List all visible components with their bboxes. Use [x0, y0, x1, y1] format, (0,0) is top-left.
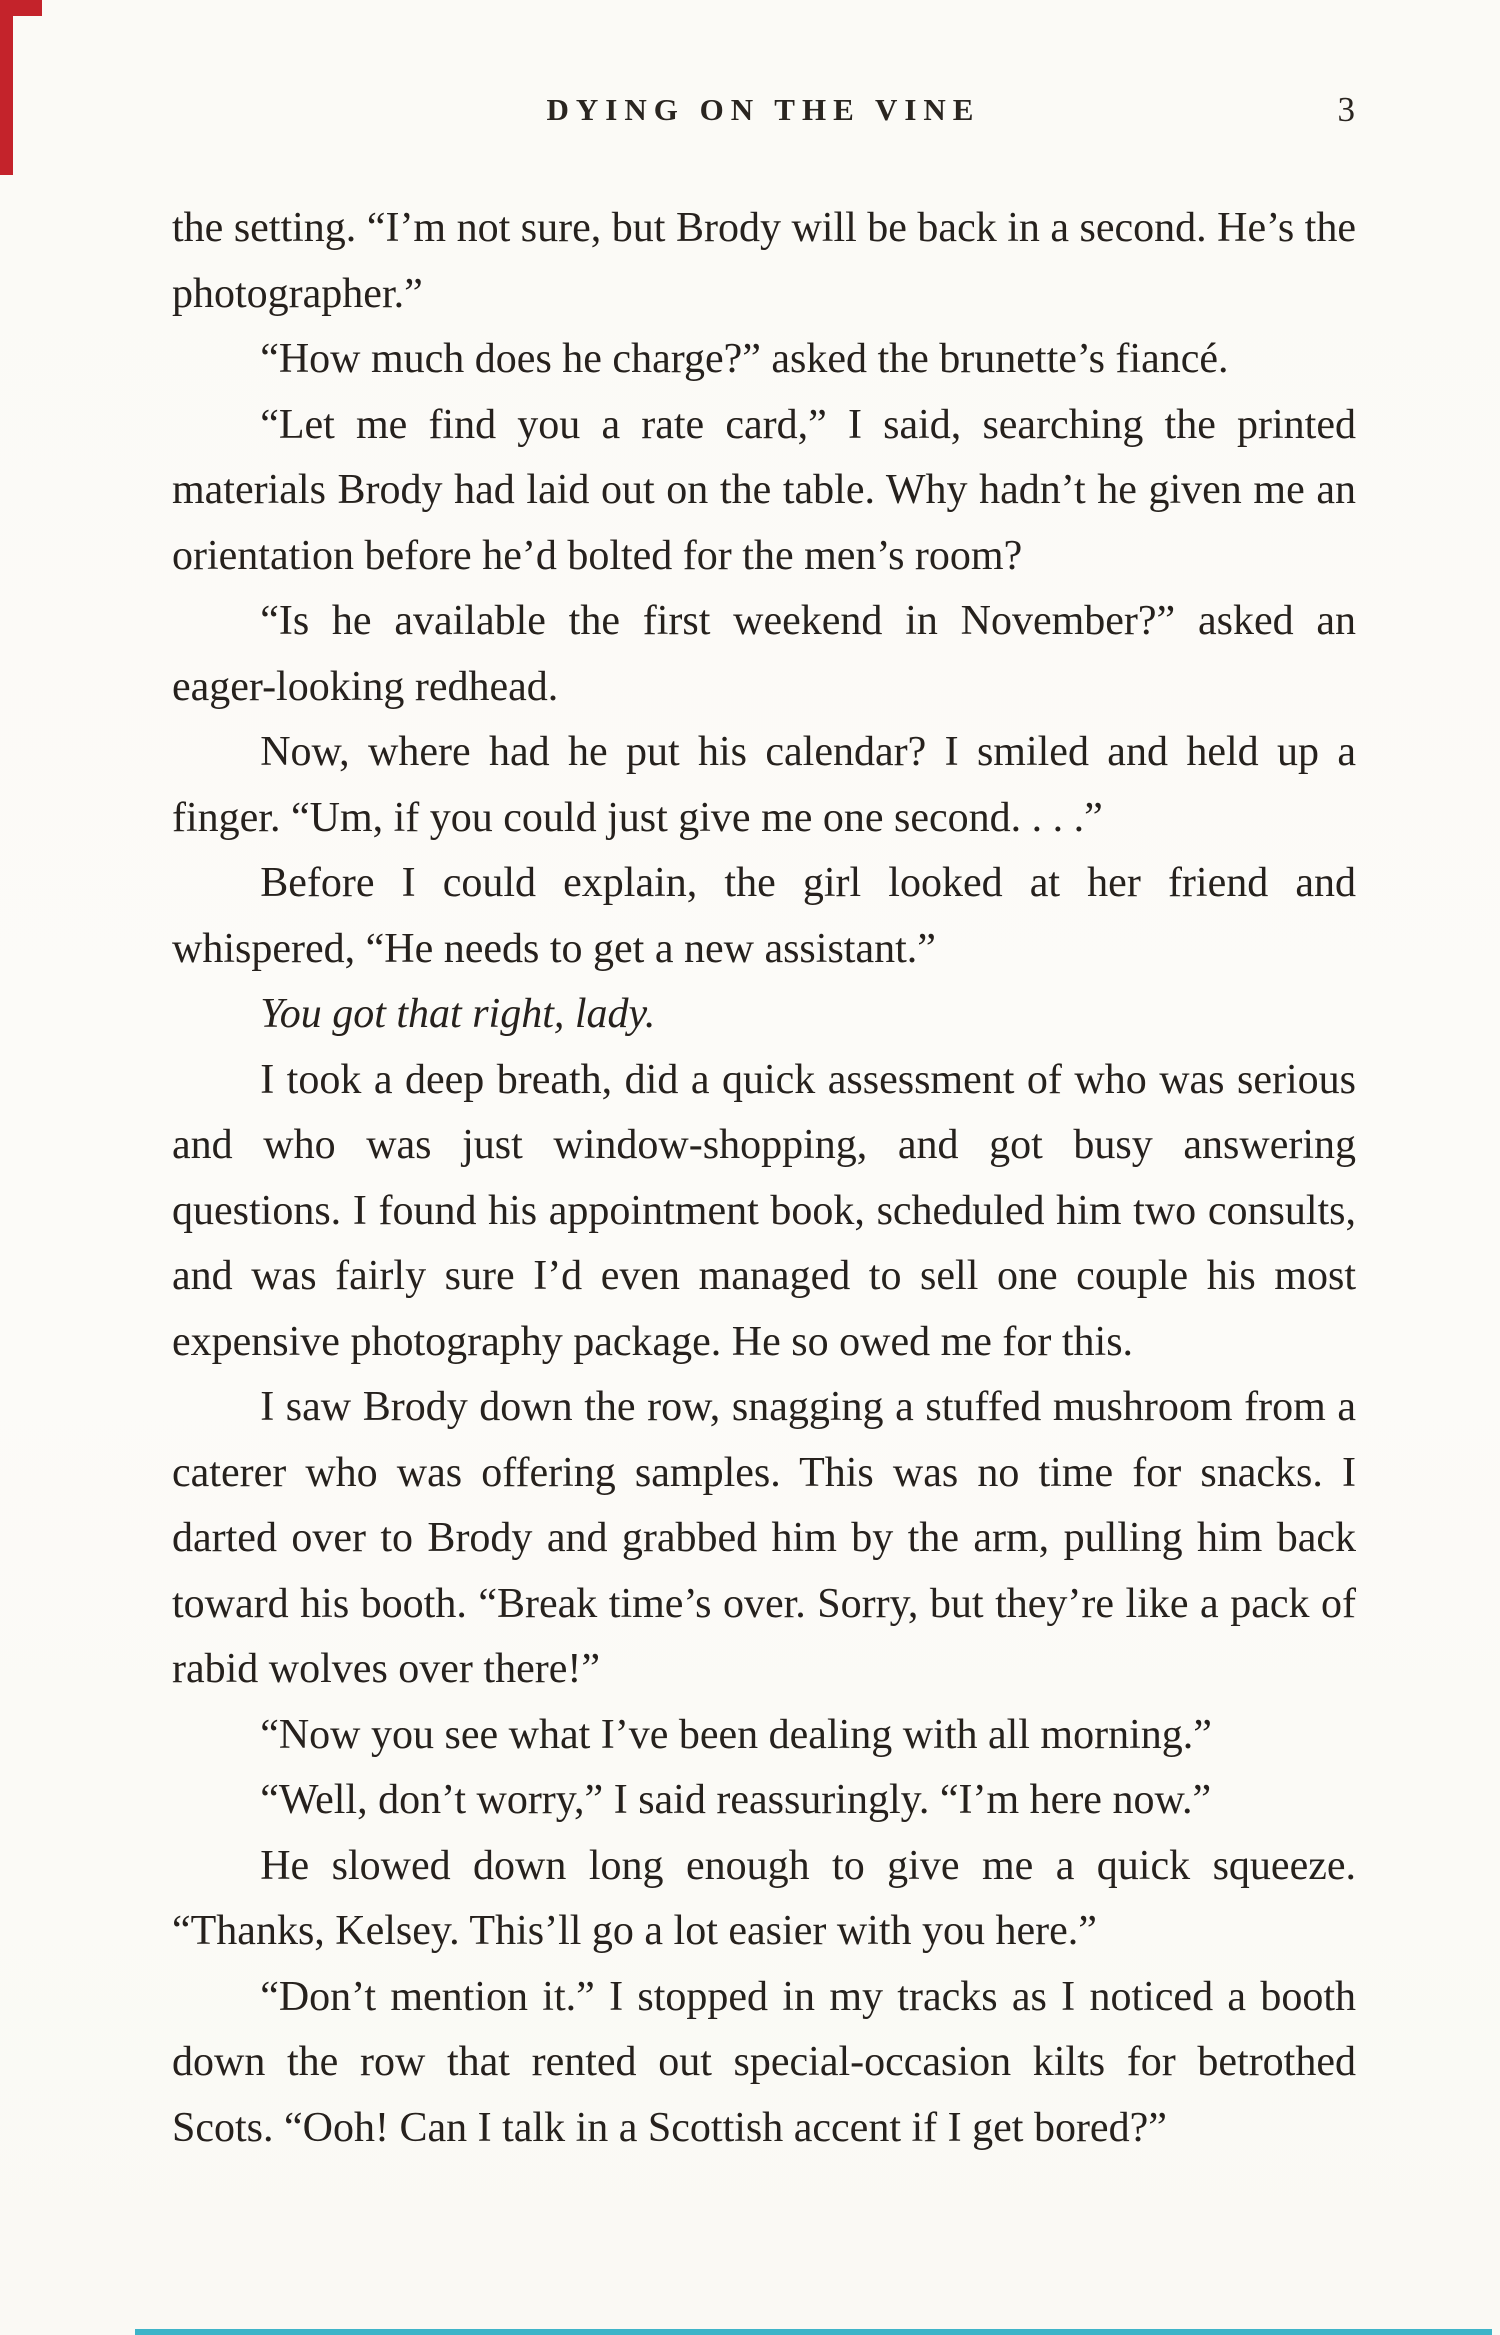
paragraph: Before I could explain, the girl looked at her friend and whispered, “He needs to get a new assistant.”	[172, 860, 1356, 972]
paragraph: I saw Brody down the row, snagging a stuffed mushroom from a caterer who was offering samples. This was no time for snacks. I darted over to Brody and grabbed him by the arm, pulling him back toward his booth. “Break time’s over. Sorry, but they’re like a pack of rabid wolves over there!”	[172, 1384, 1356, 1692]
paragraph-italic: You got that right, lady.	[260, 991, 656, 1037]
paragraph: the setting. “I’m not sure, but Brody will be back in a second. He’s the photographer.”	[172, 205, 1356, 317]
scan-edge-red-left	[0, 0, 13, 175]
body-text-block	[172, 196, 1356, 2161]
paragraph: “Now you see what I’ve been dealing with all morning.”	[260, 1711, 1212, 1758]
paragraph: “Let me find you a rate card,” I said, searching the printed materials Brody had laid out on the table. Why hadn’t he given me an orientation before he’d bolted for the men’s room?	[172, 401, 1356, 579]
paragraph: I took a deep breath, did a quick assessment of who was serious and who was just window-shopping, and got busy answering questions. I found his appointment book, scheduled him two consults, and was fairly sure I’d even managed to sell one couple his most expensive photography package. He so owed me for this.	[172, 1056, 1356, 1365]
paragraph: Now, where had he put his calendar? I smiled and held up a finger. “Um, if you could just give me one second. . . .”	[172, 729, 1356, 841]
paragraph: “Is he available the first weekend in November?” asked an eager-looking redhead.	[172, 598, 1356, 710]
paragraph: “Don’t mention it.” I stopped in my tracks as I noticed a booth down the row that rented out special-occasion kilts for betrothed Scots. “Ooh! Can I talk in a Scottish accent if I get bored?”	[172, 1973, 1356, 2151]
paragraph: He slowed down long enough to give me a quick squeeze. “Thanks, Kelsey. This’ll go a lot easier with you here.”	[172, 1842, 1356, 1954]
running-title: DYING ON THE VINE	[546, 92, 981, 127]
page-number: 3	[1337, 90, 1355, 129]
scan-edge-bottom-line	[135, 2329, 1492, 2335]
scan-edge-red-top	[0, 0, 42, 16]
paragraph: “Well, don’t worry,” I said reassuringly. “I’m here now.”	[260, 1777, 1212, 1823]
paragraph: “How much does he charge?” asked the brunette’s fiancé.	[260, 336, 1229, 382]
running-head	[172, 92, 1355, 136]
